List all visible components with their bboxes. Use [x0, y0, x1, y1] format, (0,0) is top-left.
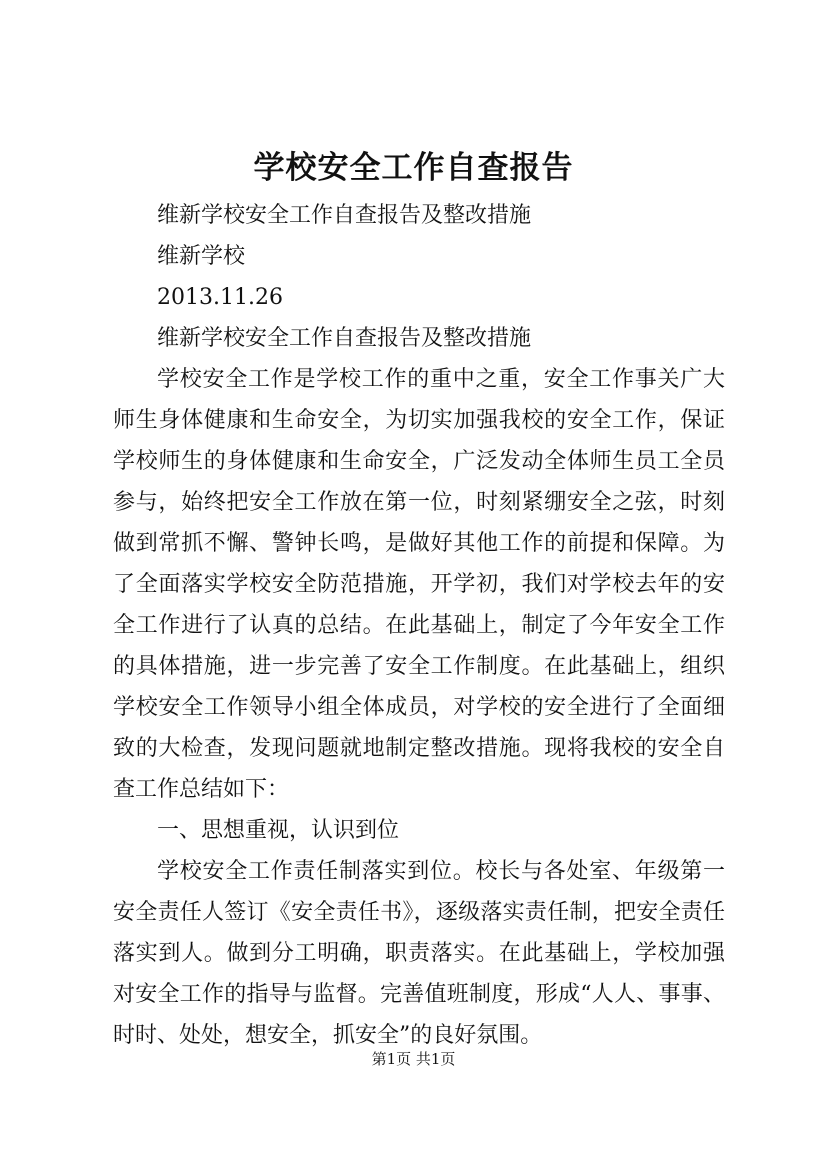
- document-body: [113, 195, 725, 1056]
- document-title: 学校安全工作自查报告: [253, 150, 574, 186]
- paragraph-intro: 学校安全工作是学校工作的重中之重，安全工作事关广大师生身体健康和生命安全，为切实加强我校的安全工作，保证学校师生的身体健康和生命安全，广泛发动全体师生员工全员参与，始终把安全工作放在第一位，时刻紧绷安全之弦，时刻做到常抓不懈、警钟长鸣，是做好其他工作的前提和保障。为了全面落实学校安全防范措施，开学初，我们对学校去年的安全工作进行了认真的总结。在此基础上，制定了今年安全工作的具体措施，进一步完善了安全工作制度。在此基础上，组织学校安全工作领导小组全体成员，对学校的安全进行了全面细致的大检查，发现问题就地制定整改措施。现将我校的安全自查工作总结如下：: [113, 367, 725, 802]
- paragraph-section-1: 学校安全工作责任制落实到位。校长与各处室、年级第一安全责任人签订《安全责任书》，逐级落实责任制，把安全责任落实到人。做到分工明确，职责落实。在此基础上，学校加强对安全工作的指导与监督。完善值班制度，形成“人人、事事、时时、处处，想安全，抓安全”的良好氛围。: [113, 859, 725, 1048]
- page-footer: 第1页 共1页: [371, 1050, 456, 1068]
- section-heading: 一、思想重视，认识到位: [157, 818, 400, 843]
- report-date: 2013.11.26: [157, 285, 283, 310]
- school-name: 维新学校: [157, 244, 246, 269]
- document-subtitle: 维新学校安全工作自查报告及整改措施: [157, 203, 532, 228]
- report-heading: 维新学校安全工作自查报告及整改措施: [157, 326, 532, 351]
